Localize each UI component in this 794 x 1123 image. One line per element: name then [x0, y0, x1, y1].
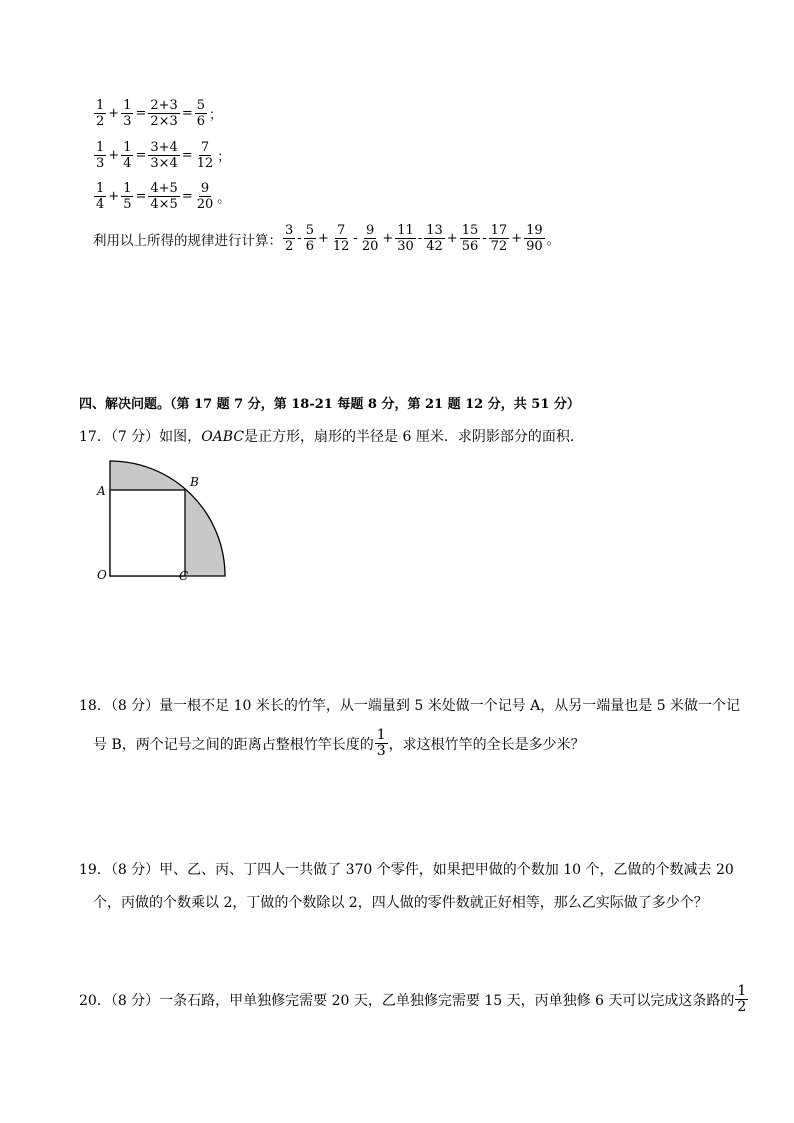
fraction: $\frac{1}{4}$ — [123, 140, 132, 171]
question-19-line-1: 19．（8 分）甲、乙、丙、丁四人一共做了 370 个零件，如果把甲做的个数加 10 个，乙做的个数减去 20 — [79, 862, 734, 878]
fraction-one-third: $\frac{1}{3}$ — [376, 727, 386, 759]
label-c: C — [179, 569, 189, 583]
calc-term: $\frac{5}{6}$ — [305, 223, 314, 254]
calc-term: $\frac{11}{30}$ — [397, 223, 414, 254]
calc-row: 利用以上所得的规律进行计算： $\frac{3}{2}$ - $\frac{5}{6}$ + $\frac{7}{12}$ - $\frac{9}{20}$ + $\frac{11}{30}$ - $\frac{13}{42}$ + $\frac{15}{56}$ - $\frac{17}{72}$ + $\frac{19}{90}$ 。 — [93, 223, 560, 254]
fraction: $\frac{1}{3}$ — [96, 140, 105, 171]
question-20-line-1: 20．（8 分）一条石路，甲单独修完需要 20 天，乙单独修完需要 15 天，丙单独修 6 天可以完成这条路的 $\frac{1}{2}$ — [79, 983, 747, 1015]
label-a: A — [97, 484, 106, 498]
square-oabc — [110, 490, 185, 576]
calc-term: $\frac{13}{42}$ — [426, 223, 443, 254]
section-title: 四、解决问题。（第 17 题 7 分，第 18-21 每题 8 分，第 21 题 12 分，共 51 分） — [79, 397, 580, 412]
fraction: $\frac{1}{2}$ — [96, 98, 105, 129]
fraction: $\frac{7}{12}$ — [196, 140, 214, 171]
fraction: $\frac{1}{5}$ — [123, 181, 132, 212]
fraction: $\frac{4+5}{4\times 5}$ — [150, 181, 178, 212]
calc-prefix: 利用以上所得的规律进行计算： — [93, 232, 282, 249]
fraction: $\frac{1}{4}$ — [96, 181, 105, 212]
fraction-one-half: $\frac{1}{2}$ — [737, 983, 747, 1015]
calc-term: $\frac{17}{72}$ — [490, 223, 508, 254]
question-17: 17．（7 分）如图，OABC是正方形，扇形的半径是 6 厘米．求阴影部分的面积． — [79, 429, 584, 445]
example-row-3: $\frac{1}{4}$ + $\frac{1}{5}$ = $\frac{4+5}{4\times 5}$ = $\frac{9}{20}$ 。 — [96, 181, 231, 212]
quarter-circle-figure — [93, 455, 233, 587]
label-o: O — [97, 568, 107, 582]
label-b: B — [190, 475, 199, 489]
fraction: $\frac{3+4}{3\times 4}$ — [150, 140, 178, 171]
example-row-1: $\frac{1}{2}$ + $\frac{1}{3}$ = $\frac{2+3}{2\times 3}$ = $\frac{5}{6}$ ； — [96, 98, 223, 129]
calc-term: $\frac{9}{20}$ — [361, 223, 379, 254]
calc-term: $\frac{3}{2}$ — [285, 223, 294, 254]
example-row-2: $\frac{1}{3}$ + $\frac{1}{4}$ = $\frac{3+4}{3\times 4}$ = $\frac{7}{12}$ ； — [96, 140, 231, 171]
fraction: $\frac{5}{6}$ — [196, 98, 205, 129]
question-19-line-2: 个，丙做的个数乘以 2，丁做的个数除以 2，四人做的零件数就正好相等，那么乙实际做了多少个？ — [93, 895, 708, 911]
fraction: $\frac{9}{20}$ — [196, 181, 214, 212]
fraction: $\frac{1}{3}$ — [123, 98, 132, 129]
question-18-line-2: 号 B，两个记号之间的距离占整根竹竿长度的 $\frac{1}{3}$ ，求这根竹竿的全长是多少米？ — [93, 727, 585, 759]
calc-term: $\frac{7}{12}$ — [332, 223, 350, 254]
calc-term: $\frac{15}{56}$ — [461, 223, 479, 254]
calc-term: $\frac{19}{90}$ — [526, 223, 543, 254]
question-18-line-1: 18．（8 分）量一根不足 10 米长的竹竿，从一端量到 5 米处做一个记号 A，从另一端量也是 5 米做一个记 — [79, 698, 741, 714]
fraction: $\frac{2+3}{2\times 3}$ — [150, 98, 178, 129]
